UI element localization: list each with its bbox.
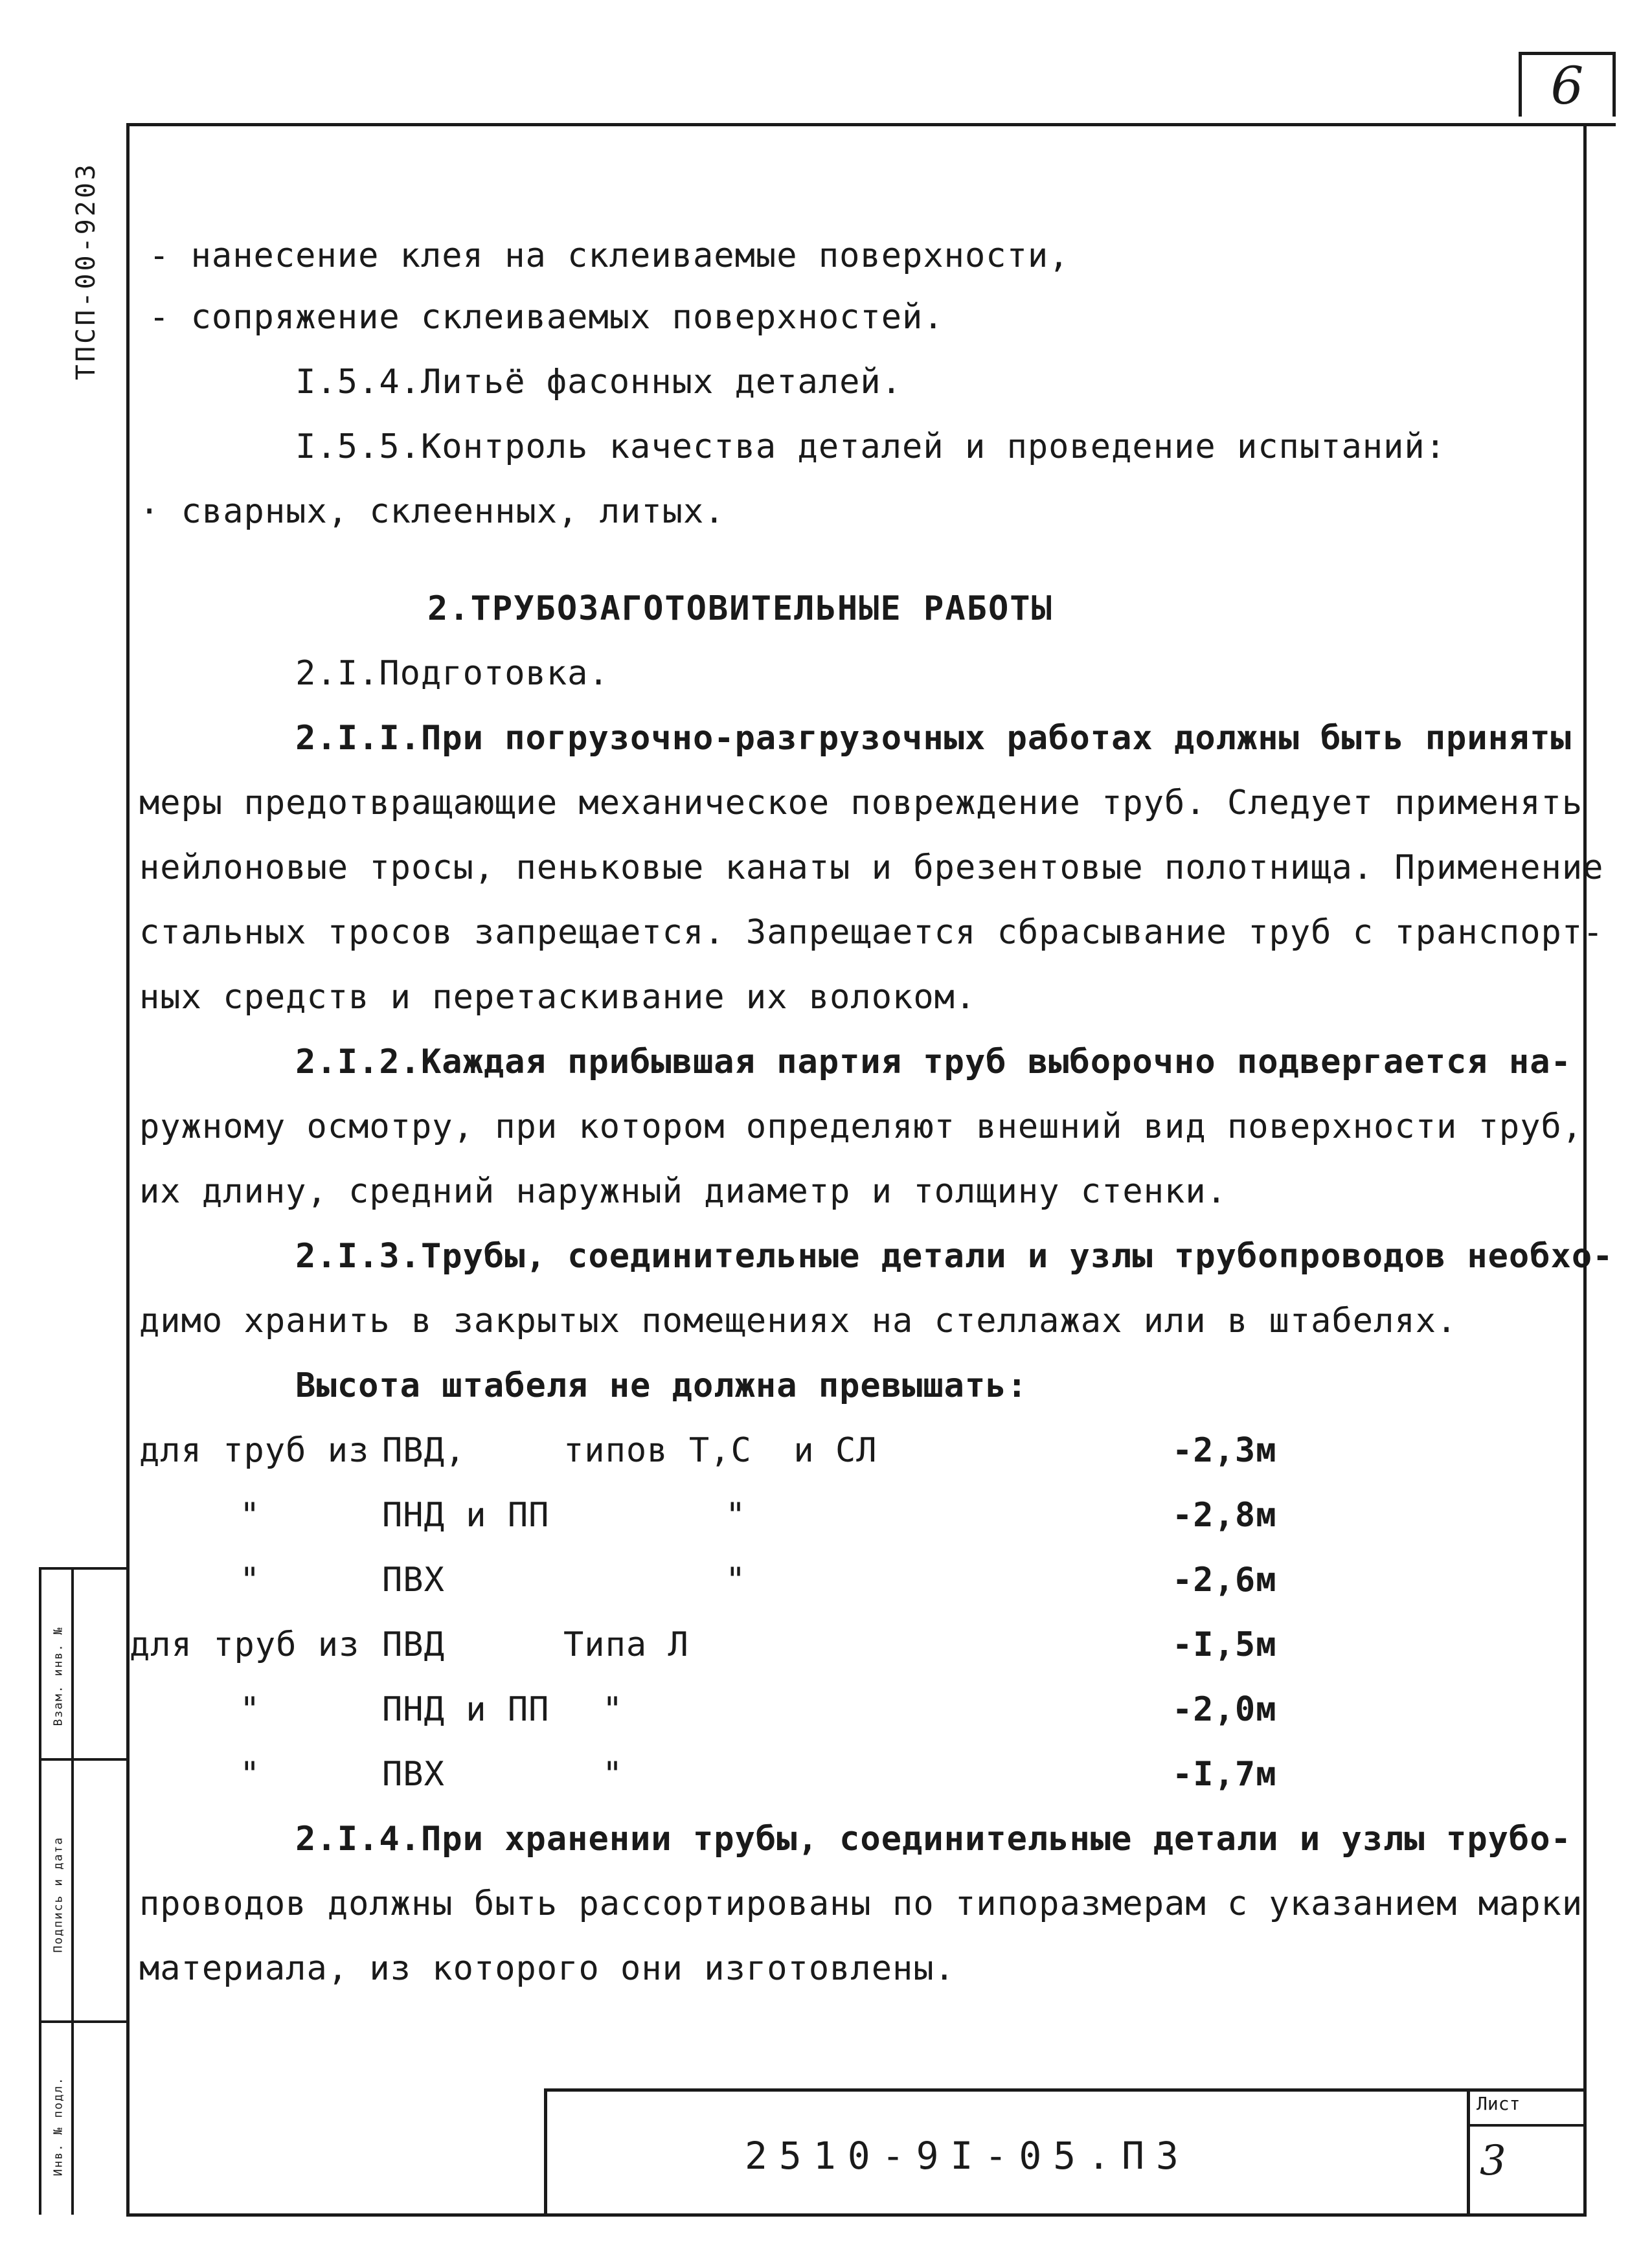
row-prefix: " <box>240 1690 261 1729</box>
row-material: ПВХ <box>382 1755 445 1794</box>
stamp-document-code: 2510-9I-05.ПЗ <box>745 2134 1190 2178</box>
margin-stamp-left <box>39 1567 41 2215</box>
text-line-8: 2.I.I.При погрузочно-разгрузочных работах должны быть приняты <box>149 719 1572 758</box>
stamp-sheet-split <box>1467 2124 1587 2127</box>
text-line-18: Высота штабеля не должна превышать: <box>149 1366 1028 1405</box>
row-prefix: для труб из <box>130 1625 360 1664</box>
row-prefix: для труб из <box>139 1431 370 1470</box>
stamp-sheet-number: 3 <box>1480 2137 1506 2185</box>
row-material: ПНД и ПП <box>382 1496 550 1535</box>
text-line-16: 2.I.3.Трубы, соединительные детали и узлы трубопроводов необхо- <box>149 1237 1614 1276</box>
sheet-corner-number: 6 <box>1519 52 1616 117</box>
text-line-11: стальных тросов запрещается. Запрещается сбрасывание труб с транспорт- <box>139 913 1604 952</box>
row-type: " <box>602 1690 624 1729</box>
frame-left-border <box>126 123 130 2215</box>
text-line-12: ных средств и перетаскивание их волоком. <box>139 978 977 1017</box>
margin-label-inv-original: Инв. № подл. <box>51 2076 65 2176</box>
text-line-5: · сварных, склеенных, литых. <box>139 492 725 531</box>
stamp-left-border <box>544 2088 547 2215</box>
row-type: " <box>725 1496 747 1535</box>
row-value: -I,5м <box>1172 1625 1277 1664</box>
row-value: -2,0м <box>1172 1690 1277 1729</box>
margin-label-signature-date: Подпись и дата <box>51 1836 65 1953</box>
frame-right-border <box>1583 123 1587 2215</box>
row-prefix: " <box>240 1755 261 1794</box>
row-value: -2,3м <box>1172 1431 1277 1470</box>
margin-stamp-top <box>39 1567 130 1570</box>
text-line-13: 2.I.2.Каждая прибывшая партия труб выборочно подвергается на- <box>149 1043 1572 1081</box>
text-line-4: I.5.5.Контроль качества деталей и проведение испытаний: <box>149 427 1447 466</box>
text-line-1: - нанесение клея на склеиваемые поверхности, <box>149 236 1070 275</box>
text-line-3: I.5.4.Литьё фасонных деталей. <box>149 363 903 401</box>
text-line-20: проводов должны быть рассортированы по типоразмерам с указанием марки <box>139 1884 1583 1923</box>
row-material: ПВД, <box>382 1431 466 1470</box>
row-type: типов Т,С и СЛ <box>563 1431 877 1470</box>
margin-label-replaced-inv: Взам. инв. № <box>51 1626 65 1726</box>
text-line-15: их длину, средний наружный диаметр и толщину стенки. <box>139 1172 1227 1211</box>
row-type: Типа Л <box>563 1625 689 1664</box>
text-line-2: - сопряжение склеиваемых поверхностей. <box>149 298 944 337</box>
side-document-code: ТПСП-00-9203 <box>71 162 101 380</box>
text-line-10: нейлоновые тросы, пеньковые канаты и брезентовые полотнища. Применение <box>139 848 1604 887</box>
frame-top-border <box>126 123 1616 126</box>
text-line-7: 2.I.Подготовка. <box>149 654 609 693</box>
stamp-sheet-divider <box>1467 2088 1470 2215</box>
row-type: " <box>602 1755 624 1794</box>
text-line-21: материала, из которого они изготовлены. <box>139 1949 955 1988</box>
row-type: " <box>725 1561 747 1599</box>
margin-stamp-divider <box>71 1567 74 2215</box>
row-value: -I,7м <box>1172 1755 1277 1794</box>
row-value: -2,6м <box>1172 1561 1277 1599</box>
row-material: ПНД и ПП <box>382 1690 550 1729</box>
section-heading: 2.ТРУБОЗАГОТОВИТЕЛЬНЫЕ РАБОТЫ <box>427 589 1053 628</box>
row-material: ПВХ <box>382 1561 445 1599</box>
frame-bottom-border <box>126 2213 1587 2217</box>
stamp-sheet-label: Лист <box>1477 2093 1521 2114</box>
text-line-14: ружному осмотру, при котором определяют внешний вид поверхности труб, <box>139 1107 1583 1146</box>
text-line-17: димо хранить в закрытых помещениях на стеллажах или в штабелях. <box>139 1302 1458 1340</box>
row-prefix: " <box>240 1496 261 1535</box>
margin-stamp-split-2 <box>39 2020 130 2023</box>
stamp-top-border <box>544 2088 1587 2092</box>
text-line-9: меры предотвращающие механическое повреждение труб. Следует применять <box>139 784 1583 822</box>
row-material: ПВД <box>382 1625 445 1664</box>
row-value: -2,8м <box>1172 1496 1277 1535</box>
margin-stamp-split-1 <box>39 1758 130 1761</box>
row-prefix: " <box>240 1561 261 1599</box>
text-line-19: 2.I.4.При хранении трубы, соединительные детали и узлы трубо- <box>149 1820 1572 1859</box>
